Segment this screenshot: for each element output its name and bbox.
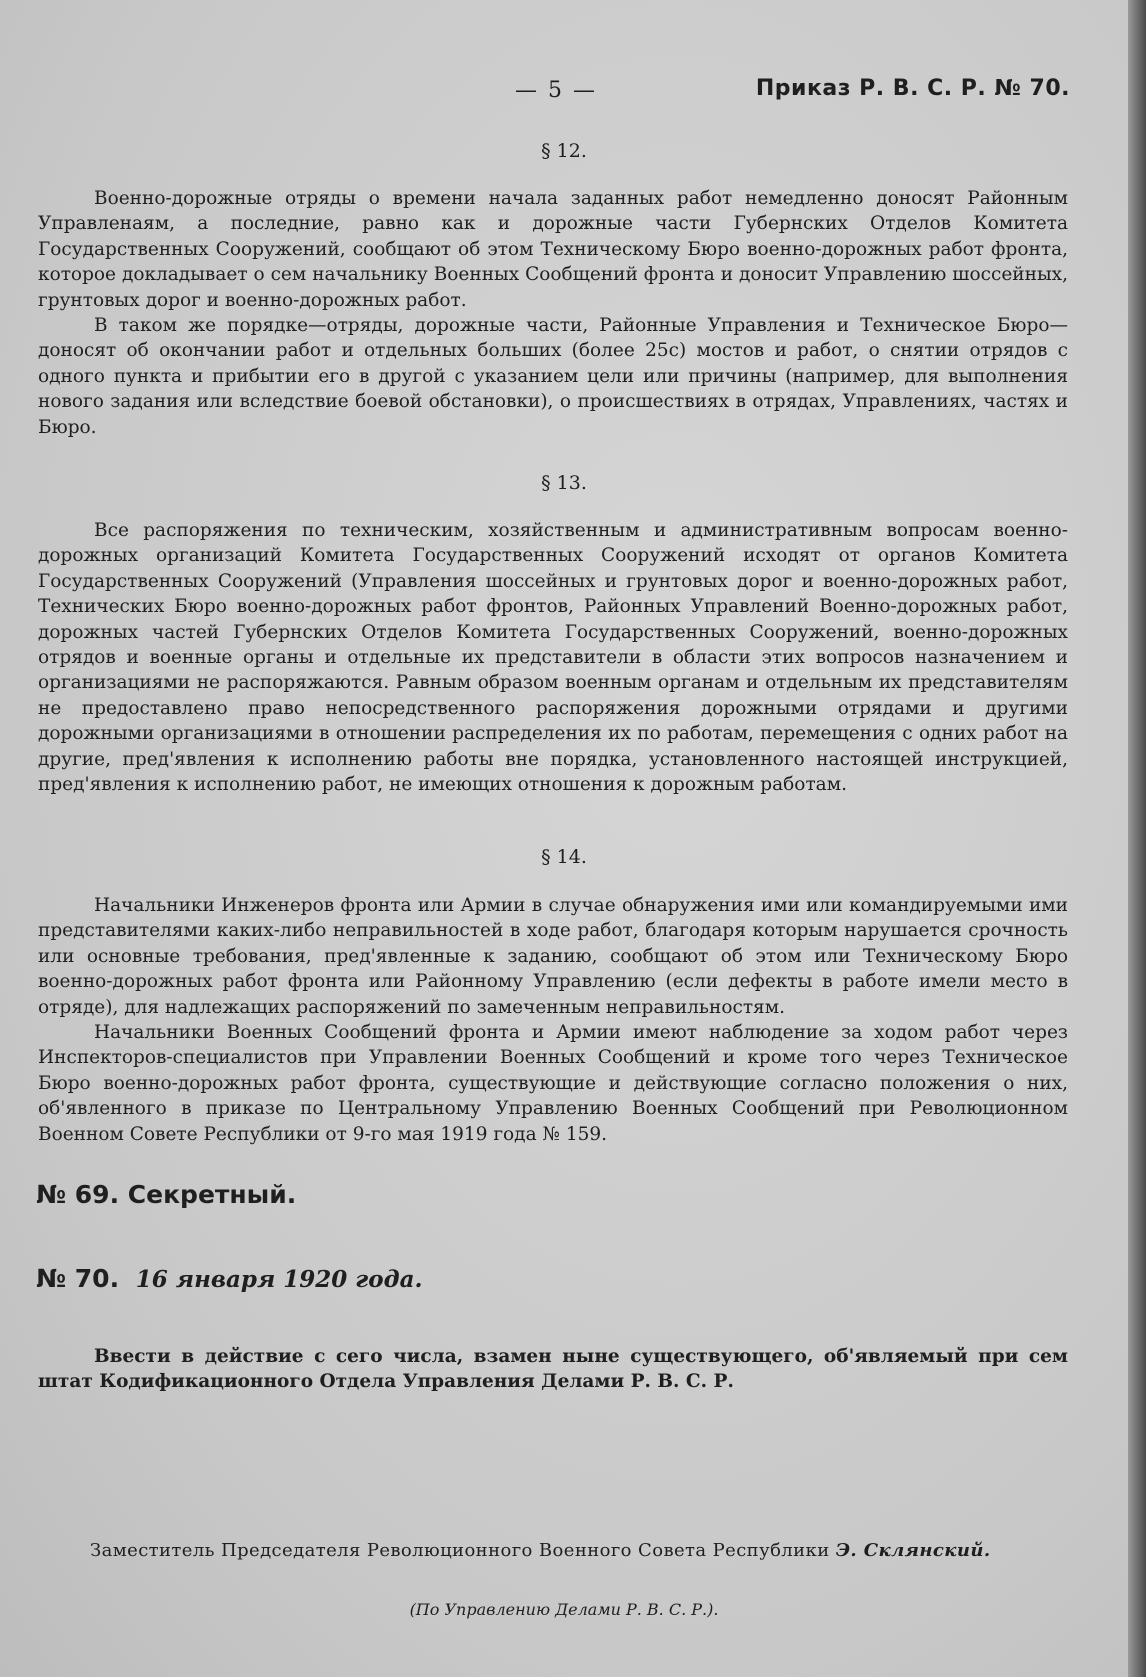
order-title: Приказ Р. В. С. Р. № 70. <box>755 76 1070 101</box>
paragraph-13-1: Все распоряжения по техническим, хозяйственным и административным вопросам военно-дорожных организаций Комитета Государственных Сооружений исходят от органов Комитета Государственных Сооружений (Управления шоссейных и грунтовых дорог и военно-дорожных работ, Технических Бюро военно-дорожных работ фронтов, Районных Управлений Военно-дорожных работ, дорожных частей Губернских Отделов Комитета Государственных Сооружений, военно-дорожных отрядов и военные органы и отдельные их представители в области этих вопросов назначением и организациями не распоряжаются. Равным образом военным органам и отдельным их представителям не предоставлено право непосредственного распоряжения дорожными отрядами и другими дорожными организациями в отношении распределения их по работам, перемещения с одних работ на другие, пред'явления к исполнению работы вне порядка, установленного настоящей инструкцией, пред'явления к исполнению работ, не имеющих отношения к дорожным работам. <box>38 520 1068 796</box>
scan-edge <box>1128 0 1146 1677</box>
order-70-date: 16 января 1920 года. <box>135 1266 423 1293</box>
order-70-heading <box>36 1264 423 1293</box>
order-70-text: Ввести в действие с сего числа, взамен ныне существующего, об'являемый при сем штат Кодификационного Отдела Управления Делами Р. В. С. Р. <box>38 1346 1068 1393</box>
paragraph-14-2: Начальники Военных Сообщений фронта и Армии имеют наблюдение за ходом работ через Инспекторов-специалистов при Управлении Военных Сообщений и кроме того через Техническое Бюро военно-дорожных работ фронта, существующие и действующие согласно положения о них, об'явленного в приказе по Центральному Управлению Военных Сообщений при Революционном Военном Совете Республики от 9-го мая 1919 года № 159. <box>38 1022 1068 1145</box>
order-70-number: № 70. <box>36 1264 120 1293</box>
signature-line <box>90 1540 990 1561</box>
section-heading-14: § 14. <box>541 846 587 868</box>
paragraph-12-1: Военно-дорожные отряды о времени начала заданных работ немедленно доносят Районным Управленаям, а последние, равно как и дорожные части Губернских Отделов Комитета Государственных Сооружений, сообщают об этом Техническому Бюро военно-дорожных работ фронта, которое докладывает о сем начальнику Военных Сообщений фронта и доносит Управлению шоссейных, грунтовых дорог и военно-дорожных работ. <box>38 188 1068 311</box>
page-header <box>0 78 1128 108</box>
paragraph-12-2: В таком же порядке—отряды, дорожные части, Районные Управления и Техническое Бюро—доносят об окончании работ и отдельных больших (более 25с) мостов и работ, о снятии отрядов с одного пункта и прибытии его в другой с указанием цели или причины (например, для выполнения нового задания или вследствие боевой обстановки), о происшествиях в отрядах, Управлениях, частях и Бюро. <box>38 315 1068 438</box>
order-69-heading: № 69. Секретный. <box>36 1180 297 1209</box>
signature-title: Заместитель Председателя Революционного Военного Совета Республики <box>90 1540 830 1561</box>
signature-name: Э. Склянский. <box>835 1540 991 1561</box>
section-heading-13: § 13. <box>541 472 587 494</box>
page-number: — 5 — <box>515 78 597 103</box>
paragraph-14-1: Начальники Инженеров фронта или Армии в случае обнаружения ими или командируемыми ими представителями каких-либо неправильностей в ходе работ, благодаря которым нарушается срочность или основные требования, пред'явленные к заданию, сообщают об этом или Техническому Бюро военно-дорожных работ фронта или Районному Управлению (если дефекты в работе имели место в отряде), для надлежащих распоряжений по замеченным неправильностям. <box>38 895 1068 1018</box>
footer-note: (По Управлению Делами Р. В. С. Р.). <box>409 1600 719 1619</box>
section-heading-12: § 12. <box>541 140 587 162</box>
